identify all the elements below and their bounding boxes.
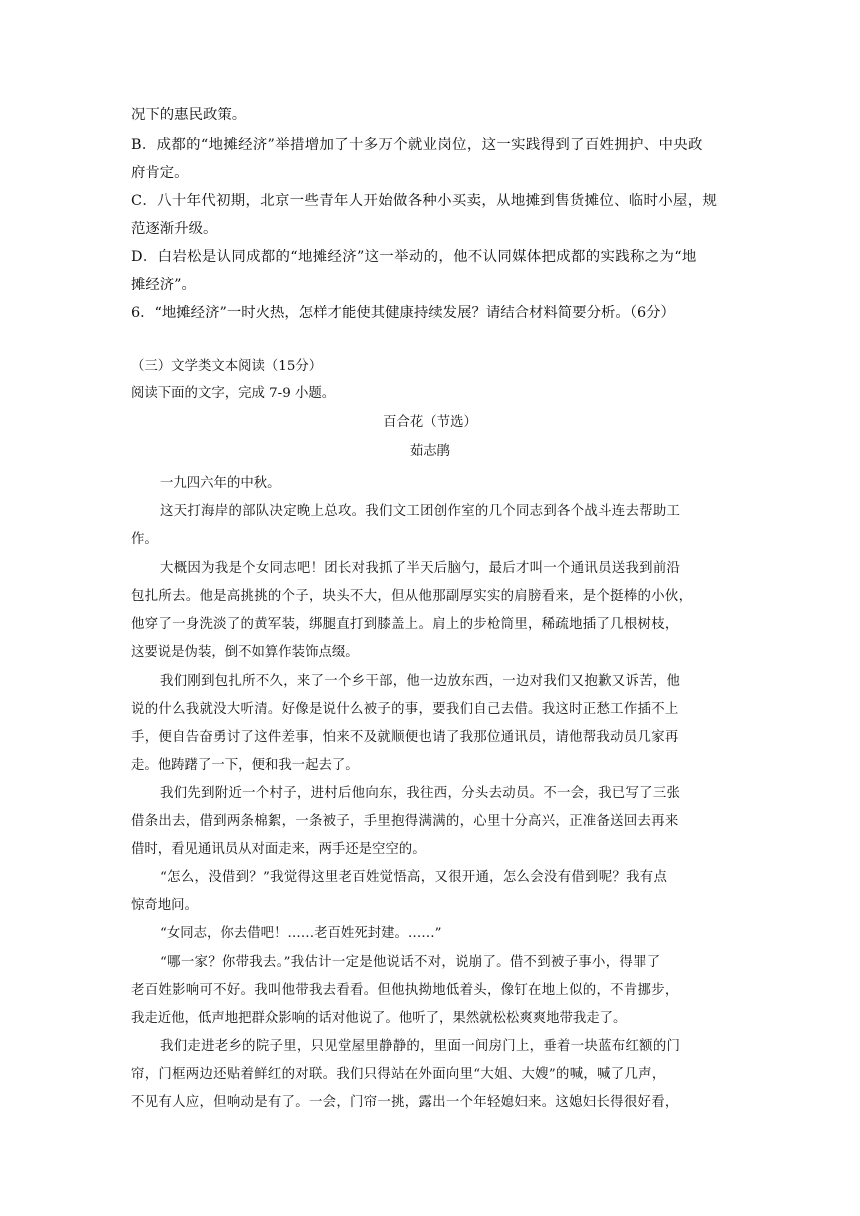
section-heading: （三）文学类文本阅读（15分） <box>131 359 323 374</box>
section-instruction: 阅读下面的文字，完成 7-9 小题。 <box>131 386 336 401</box>
story-line: 这天打海岸的部队决定晚上总攻。我们文工团创作室的几个同志到各个战斗连去帮助工 <box>160 504 681 519</box>
story-line: 惊奇地问。 <box>131 898 198 913</box>
question-text-line: 况下的惠民政策。 <box>131 107 247 123</box>
story-line: “哪一家？你带我去。”我估计一定是他说话不对，说崩了。借不到被子事小，得罪了 <box>160 955 661 970</box>
story-line: 老百姓影响可不好。我叫他带我去看看。但他执拗地低着头，像钉在地上似的，不肯挪步， <box>131 983 679 998</box>
story-line: 作。 <box>131 532 158 547</box>
story-line: 借时，看见通讯员从对面走来，两手还是空空的。 <box>131 842 426 857</box>
story-line: 我们刚到包扎所不久，来了一个乡干部，他一边放东西，一边对我们又抱歉又诉苦，他 <box>160 674 681 689</box>
story-line: 这要说是伪装，倒不如算作装饰点缀。 <box>131 645 359 660</box>
story-line: 走。他踌躇了一下，便和我一起去了。 <box>131 758 359 773</box>
question-text-line: 摊经济”。 <box>131 277 196 293</box>
story-line: 一九四六年的中秋。 <box>160 476 281 491</box>
option-d: D．白岩松是认同成都的“地摊经济”这一举动的，他不认同媒体把成都的实践称之为“地 <box>131 249 697 265</box>
story-line: “怎么，没借到？”我觉得这里老百姓觉悟高，又很开通，怎么会没有借到呢？我有点 <box>160 870 668 885</box>
story-line: 我走近他，低声地把群众影响的话对他说了。他听了，果然就松松爽爽地带我走了。 <box>131 1011 627 1026</box>
story-line: “女同志，你去借吧！……老百姓死封建。……” <box>160 926 442 941</box>
story-line: 我们先到附近一个村子，进村后他向东，我往西，分头去动员。不一会，我已写了三张 <box>160 786 681 801</box>
story-line: 不见有人应，但响动是有了。一会，门帘一挑，露出一个年轻媳妇来。这媳妇长得很好看， <box>131 1095 679 1110</box>
question-text-line: 范逐渐升级。 <box>131 221 218 237</box>
story-author: 茹志鹃 <box>409 444 451 459</box>
story-line: 包扎所去。他是高挑挑的个子，块头不大，但从他那副厚实实的肩膀看来，是个挺棒的小伙， <box>131 589 693 604</box>
story-line: 帘，门框两边还贴着鲜红的对联。我们只得站在外面向里“大姐、大嫂”的喊，喊了几声， <box>131 1067 666 1082</box>
question-text-line: 府肯定。 <box>131 165 189 181</box>
question-6: 6．“地摊经济”一时火热，怎样才能使其健康持续发展？请结合材料简要分析。（6分） <box>131 305 675 321</box>
option-b: B．成都的“地摊经济”举措增加了十多万个就业岗位，这一实践得到了百姓拥护、中央政 <box>131 137 703 153</box>
story-line: 大概因为我是个女同志吧！团长对我抓了半天后脑勺，最后才叫一个通讯员送我到前沿 <box>160 561 681 576</box>
story-line: 说的什么我就没大听清。好像是说什么被子的事，要我们自己去借。我这时正愁工作插不上 <box>131 702 679 717</box>
story-line: 手，便自告奋勇讨了这件差事，怕来不及就顺便也请了我那位通讯员，请他帮我动员几家再 <box>131 730 679 745</box>
story-line: 借条出去，借到两条棉絮，一条被子，手里抱得满满的，心里十分高兴，正准备送回去再来 <box>131 814 679 829</box>
story-line: 我们走进老乡的院子里，只见堂屋里静静的，里面一间房门上，垂着一块蓝布红额的门 <box>160 1039 681 1054</box>
story-title: 百合花（节选） <box>383 415 477 430</box>
option-c: C．八十年代初期，北京一些青年人开始做各种小买卖，从地摊到售货摊位、临时小屋，规 <box>131 193 718 209</box>
story-line: 他穿了一身洗淡了的黄军装，绑腿直打到膝盖上。肩上的步枪筒里，稀疏地插了几根树枝， <box>131 617 679 632</box>
